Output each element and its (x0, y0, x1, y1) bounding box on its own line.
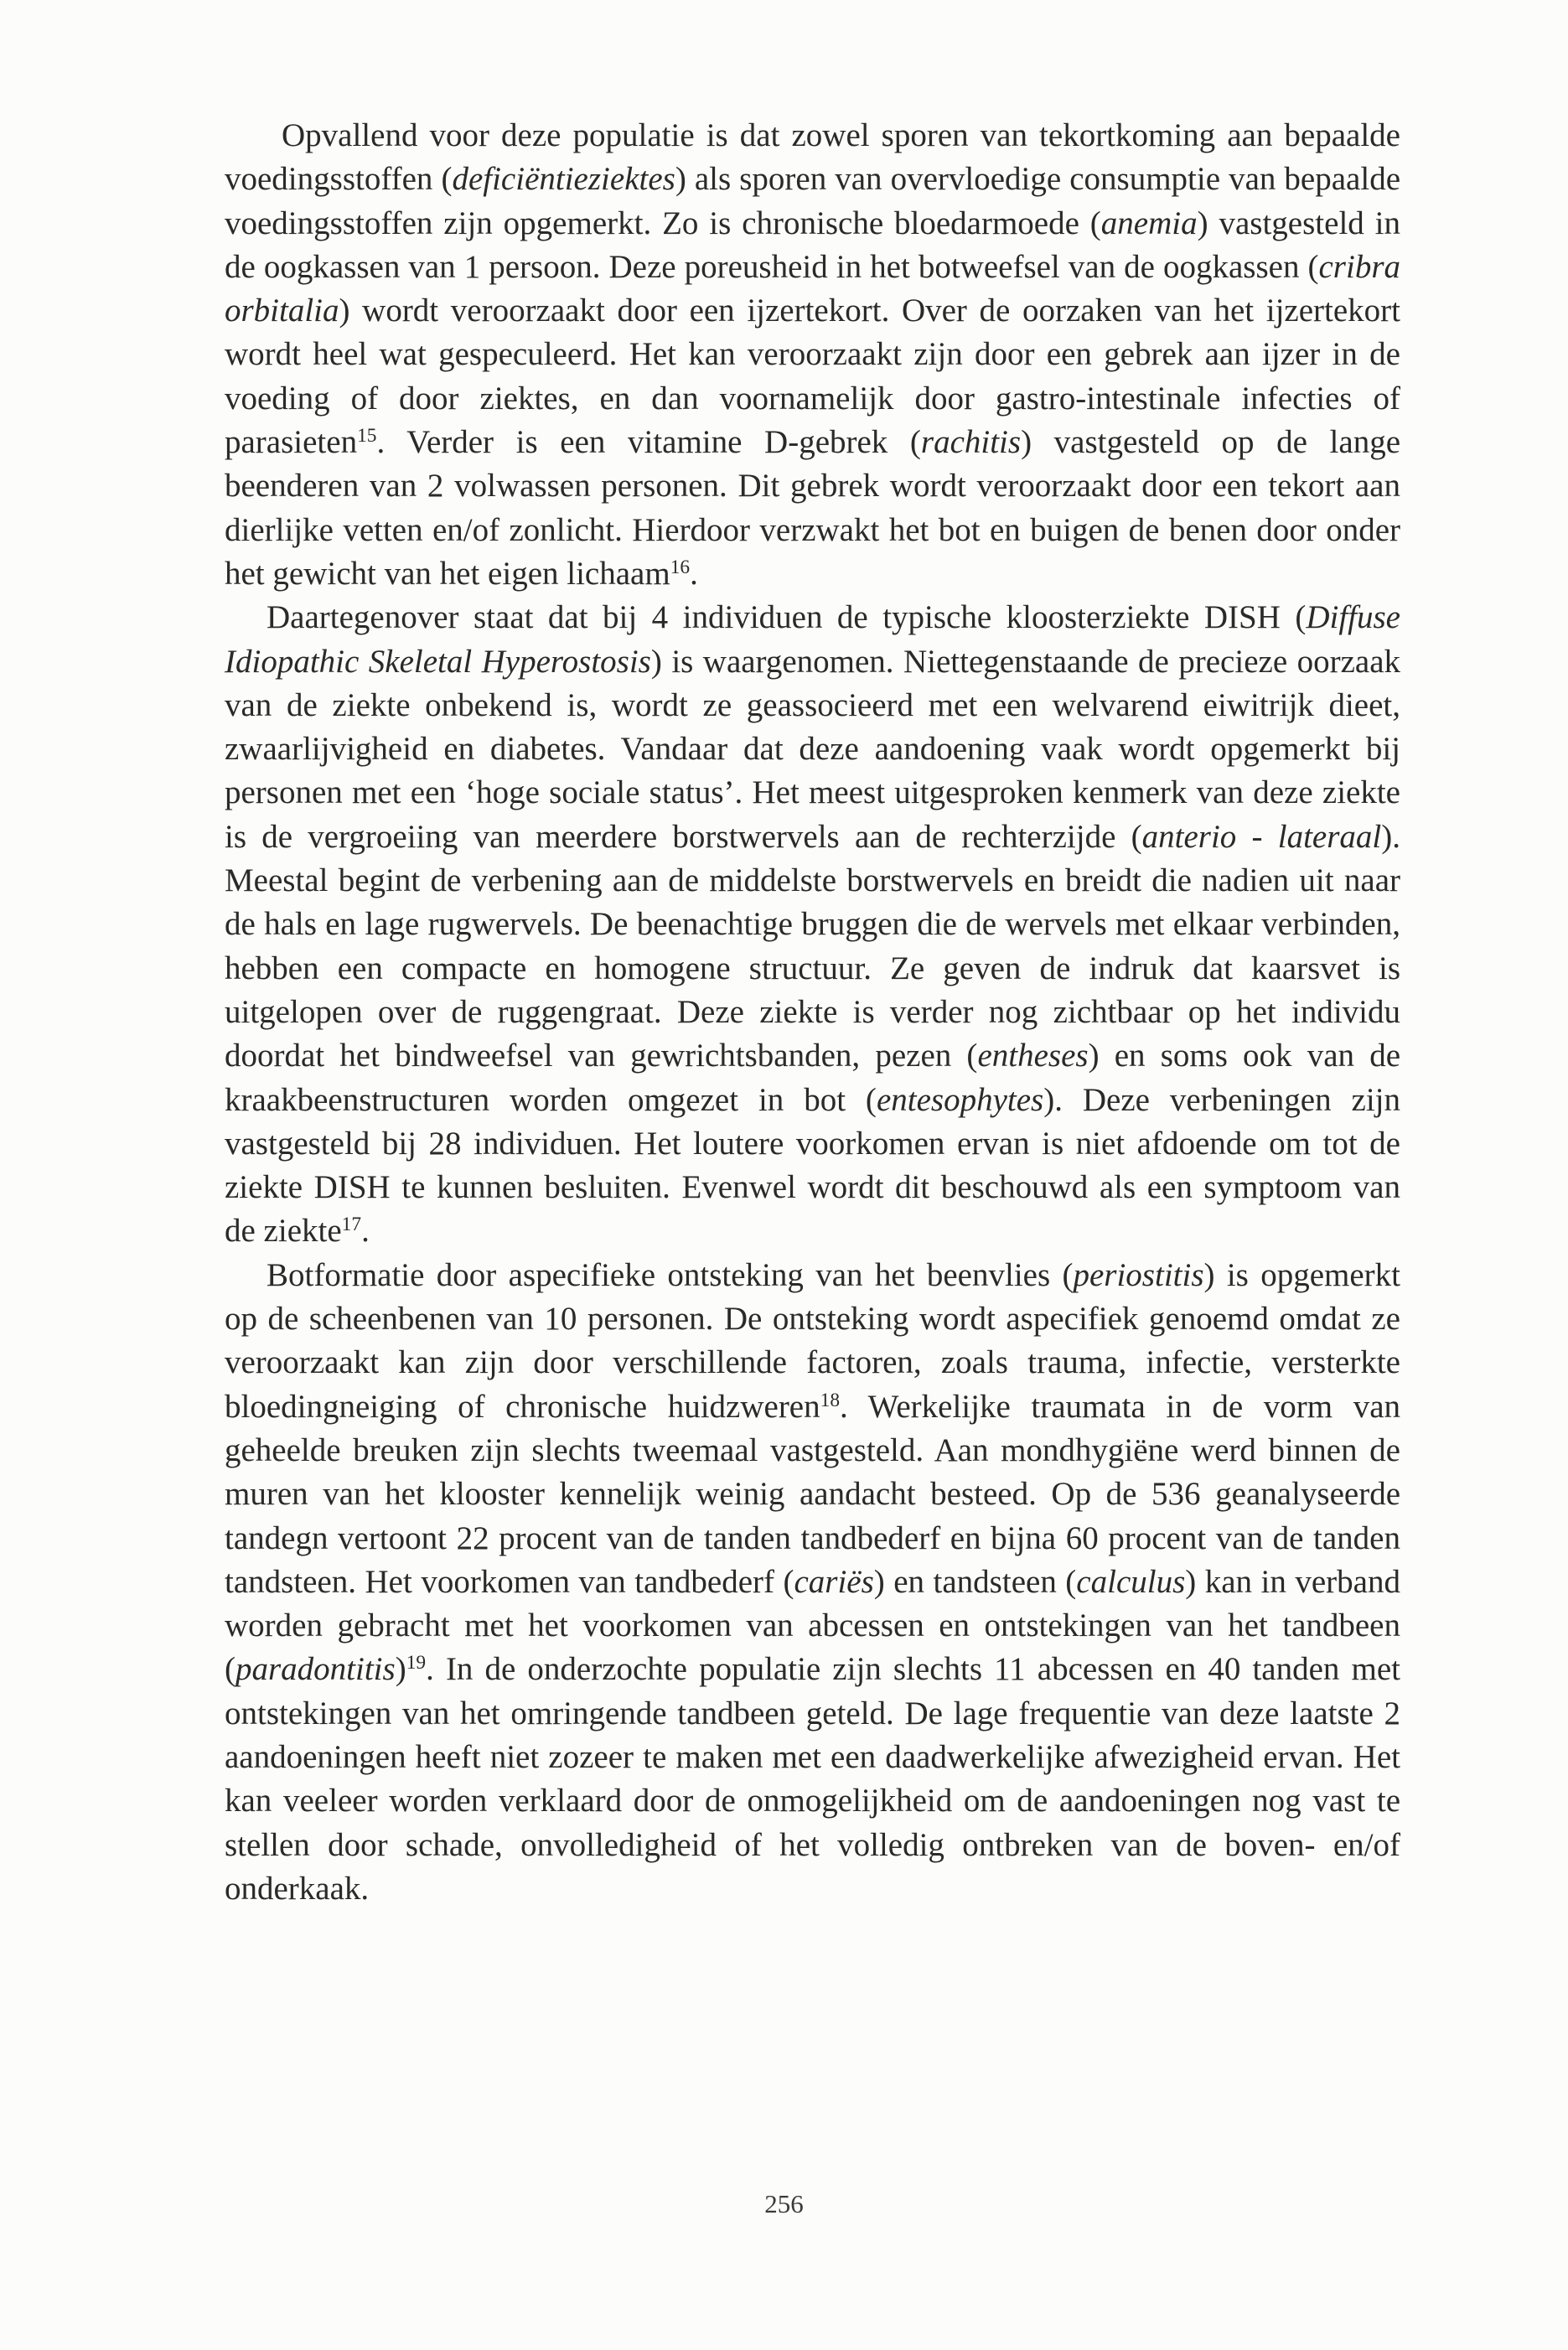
italic-term: calculus (1076, 1563, 1186, 1600)
text-run: Opvallend voor deze populatie is dat zowel sporen van tekortkoming aan bepaalde voedingsstoffen ( (225, 117, 1400, 198)
text-run: ). Deze verbeningen zijn vastgesteld bij 28 individuen. Het loutere voorkomen ervan is niet afdoende om tot de ziekte DISH te kunnen besluiten. Evenwel wordt dit beschouwd als een symptoom van de ziekte (225, 1081, 1400, 1250)
text-run: ) en soms ook van de kraakbeenstructuren worden omgezet in bot ( (225, 1038, 1401, 1118)
paragraph-1 (225, 114, 1400, 596)
text-run: Botformatie door aspecifieke ontsteking van het beenvlies ( (267, 1256, 1074, 1293)
italic-term: deficiëntieziektes (452, 161, 675, 198)
footnote-reference: 19 (406, 1652, 427, 1675)
italic-term: cribra orbitalia (225, 248, 1400, 329)
text-run: ) kan in verband worden gebracht met het voorkomen van abcessen en ontstekingen van het tandbeen ( (225, 1563, 1400, 1688)
italic-term: periostitis (1073, 1256, 1204, 1293)
text-run: ) (395, 1651, 406, 1688)
text-run: ) vastgesteld op de lange beenderen van 2 volwassen personen. Dit gebrek wordt veroorzaakt door een tekort aan dierlijke vetten en/of zonlicht. Hierdoor verzwakt het bot en buigen de benen door onder het gewicht van het eigen lichaam (225, 424, 1401, 592)
text-run: ) is opgemerkt op de scheenbenen van 10 personen. De ontsteking wordt aspecifiek genoemd omdat ze veroorzaakt kan zijn door verschillende factoren, zoals trauma, infectie, versterkte bloedingneiging of chronische huidzweren (225, 1256, 1400, 1425)
italic-term: Diffuse Idiopathic Skeletal Hyperostosis (225, 599, 1400, 680)
footnote-reference: 17 (341, 1214, 362, 1236)
italic-term: rachitis (920, 424, 1022, 461)
italic-term: paradontitis (235, 1651, 396, 1688)
text-run: ). Meestal begint de verbening aan de middelste borstwervels en breidt die nadien uit naar de hals en lage rugwervels. De beenachtige bruggen die de wervels met elkaar verbinden, hebben een compacte en homogene structuur. Ze geven de indruk dat kaarsvet is uitgelopen over de ruggengraat. Deze ziekte is verder nog zichtbaar op het individu doordat het bindweefsel van gewrichtsbanden, pezen ( (225, 818, 1401, 1074)
italic-term: cariës (794, 1563, 874, 1600)
footnote-reference: 16 (670, 556, 691, 579)
text-run: ) is waargenomen. Niettegenstaande de precieze oorzaak van de ziekte onbekend is, wordt ze geassocieerd met een welvarend eiwitrijk dieet, zwaarlijvigheid en diabetes. Vandaar dat deze aandoening vaak wordt opgemerkt bij personen met een ‘hoge sociale status’. Het meest uitgesproken kenmerk van deze ziekte is de vergroeiing van meerdere borstwervels aan de rechterzijde ( (225, 643, 1400, 855)
text-run: . (690, 555, 698, 592)
body-text (225, 114, 1400, 1911)
text-run: . (361, 1213, 370, 1250)
footnote-reference: 18 (820, 1389, 841, 1411)
text-run: ) vastgesteld in de oogkassen van 1 persoon. Deze poreusheid in het botweefsel van de oogkassen ( (225, 204, 1400, 285)
text-run: Daartegenover staat dat bij 4 individuen de typische kloosterziekte DISH ( (267, 599, 1307, 636)
paragraph-3 (225, 1254, 1400, 1911)
text-run: . In de onderzochte populatie zijn slechts 11 abcessen en 40 tanden met ontstekingen van het omringende tandbeen geteld. De lage frequentie van deze laatste 2 aandoeningen heeft niet zozeer te maken met een daadwerkelijke afwezigheid ervan. Het kan veeleer worden verklaard door de onmogelijkheid om de aandoeningen nog vast te stellen door schade, onvolledigheid of het volledig ontbreken van de boven- en/of onderkaak. (225, 1651, 1400, 1907)
italic-term: entesophytes (876, 1081, 1044, 1118)
italic-term: anemia (1100, 204, 1198, 241)
text-run: ) als sporen van overvloedige consumptie van bepaalde voedingsstoffen zijn opgemerkt. Zo is chronische bloedarmoede ( (225, 161, 1401, 241)
italic-term: anterio - lateraal (1141, 818, 1382, 855)
text-run: . Verder is een vitamine D-gebrek ( (376, 424, 921, 461)
footnote-reference: 15 (357, 425, 377, 448)
italic-term: entheses (977, 1038, 1089, 1074)
text-run: ) wordt veroorzaakt door een ijzertekort. Over de oorzaken van het ijzertekort wordt heel wat gespeculeerd. Het kan veroorzaakt zijn door een gebrek aan ijzer in de voeding of door ziektes, en dan voornamelijk door gastro-intestinale infecties of parasieten (225, 292, 1400, 461)
text-run: . Werkelijke traumata in de vorm van geheelde breuken zijn slechts tweemaal vastgesteld. Aan mondhygiëne werd binnen de muren van het klooster kennelijk weinig aandacht besteed. Op de 536 geanalyseerde tandegn vertoont 22 procent van de tanden tandbederf en bijna 60 procent van de tanden tandsteen. Het voorkomen van tandbederf ( (225, 1388, 1401, 1600)
page-number: 256 (764, 2189, 804, 2218)
text-run: ) en tandsteen ( (873, 1563, 1077, 1600)
paragraph-2 (225, 596, 1400, 1253)
